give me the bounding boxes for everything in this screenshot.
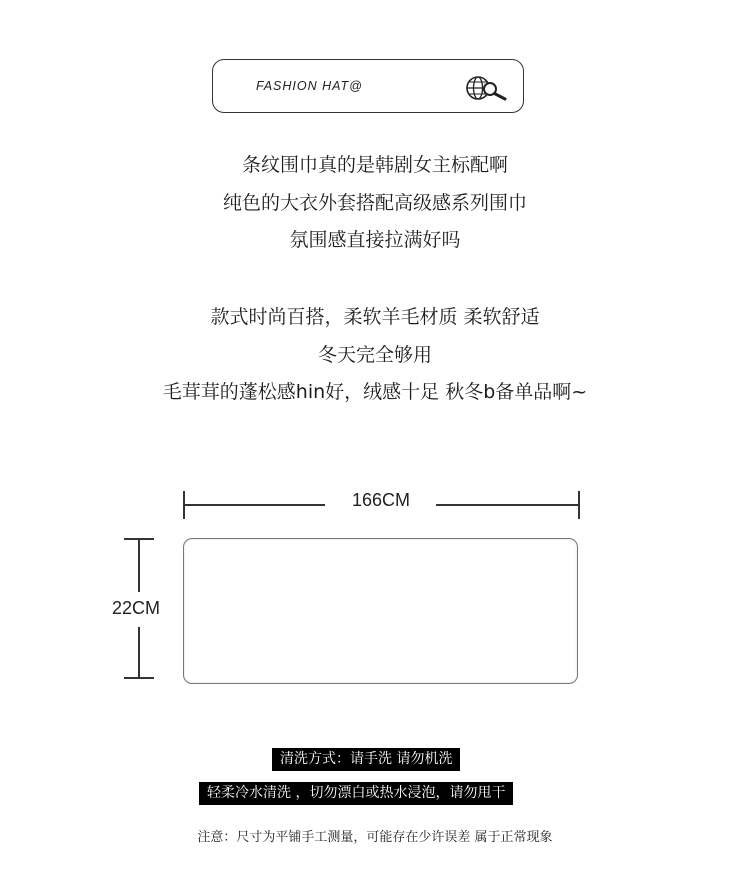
intro-line: 氛围感直接拉满好吗 [289, 229, 461, 251]
wash-method-label: 清洗方式：请手洗 请勿机洗 [272, 748, 460, 771]
intro-text [0, 147, 750, 260]
intro-line: 条纹围巾真的是韩剧女主标配啊 [241, 154, 508, 176]
length-label: 166CM [351, 490, 411, 510]
width-label: 22CM [111, 598, 160, 618]
scarf-outline [183, 538, 578, 684]
wash-caution-label: 轻柔冷水清洗 ，切勿漂白或热水浸泡，请勿甩干 [199, 782, 513, 805]
length-line-left [183, 504, 325, 506]
search-bar[interactable] [212, 59, 524, 113]
search-text: FASHION HAT@ [256, 79, 363, 93]
width-line-top [138, 538, 140, 592]
feature-line: 毛茸茸的蓬松感hin好，绒感十足 秋冬b备单品啊~ [162, 381, 588, 403]
feature-line: 冬天完全够用 [317, 343, 432, 366]
width-line-bottom [138, 627, 140, 678]
feature-line: 款式时尚百搭，柔软羊毛材质 柔软舒适 [210, 306, 540, 328]
feature-text [0, 299, 750, 412]
measurement-note: 注意：尺寸为平铺手工测量，可能存在少许误差 属于正常现象 [197, 830, 553, 845]
globe-search-icon [465, 75, 509, 101]
length-line-right [436, 504, 579, 506]
intro-line: 纯色的大衣外套搭配高级感系列围巾 [222, 191, 527, 214]
